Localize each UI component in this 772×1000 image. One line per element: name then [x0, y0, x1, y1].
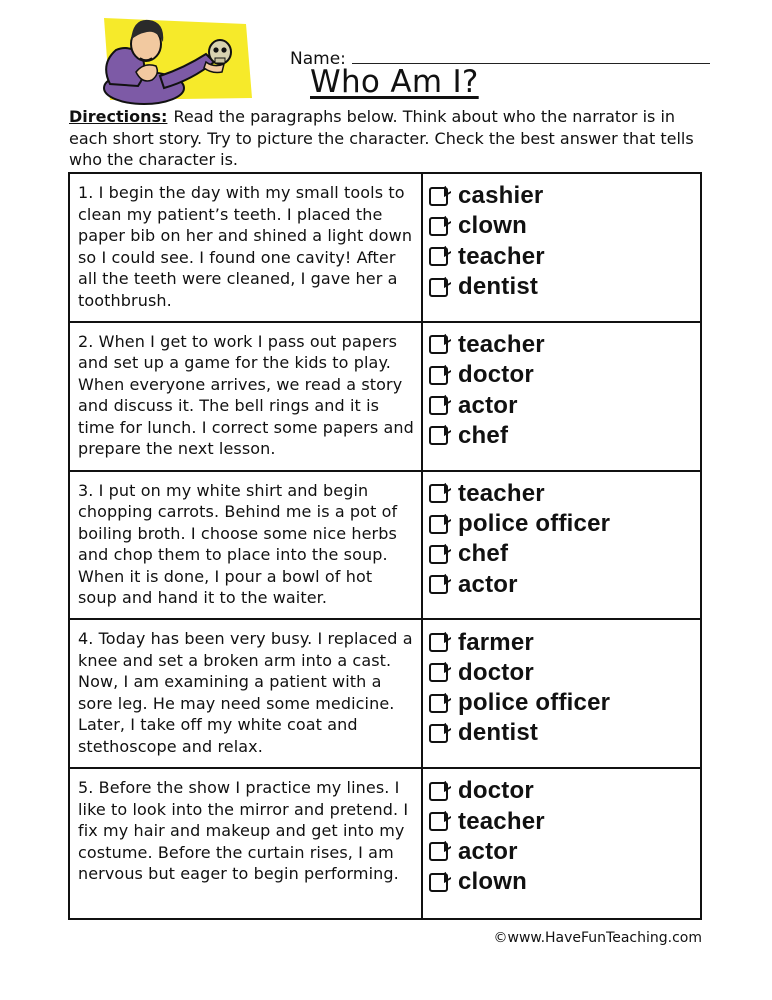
answer-option[interactable] — [429, 627, 700, 657]
directions-label: Directions: — [69, 107, 168, 126]
story-text: 3. I put on my white shirt and begin chopping carrots. Behind me is a pot of boiling broth. I choose some nice herbs and chop them to place into the soup. When it is done, I pour a bowl of hot soup and hand it to the waiter. — [70, 472, 423, 619]
checkbox-icon[interactable] — [429, 782, 448, 801]
option-label: dentist — [458, 273, 539, 301]
directions-text: Read the paragraphs below. Think about who the narrator is in each short story. Try to picture the character. Check the best answer that tells who the character is. — [69, 107, 694, 169]
checkbox-icon[interactable] — [429, 515, 448, 534]
checkbox-icon[interactable] — [429, 187, 448, 206]
checkbox-icon[interactable] — [429, 278, 448, 297]
option-label: teacher — [458, 242, 545, 270]
option-label: chef — [458, 540, 509, 568]
option-label: farmer — [458, 628, 534, 656]
answer-option[interactable] — [429, 837, 700, 867]
checkbox-icon[interactable] — [429, 812, 448, 831]
option-label: teacher — [458, 479, 545, 507]
checkbox-icon[interactable] — [429, 724, 448, 743]
answer-option[interactable] — [429, 658, 700, 688]
checkbox-icon[interactable] — [429, 335, 448, 354]
answer-option[interactable] — [429, 479, 700, 509]
option-label: clown — [458, 212, 528, 240]
option-label: cashier — [458, 182, 544, 210]
answer-choices — [423, 174, 700, 321]
option-label: actor — [458, 391, 518, 419]
name-label: Name: — [290, 49, 346, 69]
answer-option[interactable] — [429, 718, 700, 748]
checkbox-icon[interactable] — [429, 484, 448, 503]
checkbox-icon[interactable] — [429, 545, 448, 564]
checkbox-icon[interactable] — [429, 694, 448, 713]
checkbox-icon[interactable] — [429, 217, 448, 236]
answer-option[interactable] — [429, 421, 700, 451]
page-title: Who Am I? — [310, 64, 479, 100]
question-row-1 — [70, 174, 700, 323]
option-label: teacher — [458, 807, 545, 835]
answer-choices — [423, 769, 700, 918]
option-label: teacher — [458, 330, 545, 358]
answer-option[interactable] — [429, 569, 700, 599]
story-text: 2. When I get to work I pass out papers and set up a game for the kids to play. When everyone arrives, we read a story and discuss it. The bell rings and it is time for lunch. I correct some papers and prepare the next lesson. — [70, 323, 423, 470]
checkbox-icon[interactable] — [429, 396, 448, 415]
story-text: 5. Before the show I practice my lines. I like to look into the mirror and pretend. I fix my hair and makeup and get into my costume. Before the curtain rises, I am nervous but eager to begin performing. — [70, 769, 423, 918]
answer-option[interactable] — [429, 509, 700, 539]
name-blank-line[interactable] — [352, 46, 710, 64]
answer-option[interactable] — [429, 390, 700, 420]
checkbox-icon[interactable] — [429, 426, 448, 445]
checkbox-icon[interactable] — [429, 247, 448, 266]
answer-option[interactable] — [429, 272, 700, 302]
answer-option[interactable] — [429, 330, 700, 360]
checkbox-icon[interactable] — [429, 873, 448, 892]
question-table — [68, 172, 702, 920]
story-text: 4. Today has been very busy. I replaced a knee and set a broken arm into a cast. Now, I am examining a patient with a sore leg. He may need some medicine. Later, I take off my white coat and stethoscope and relax. — [70, 620, 423, 767]
answer-option[interactable] — [429, 539, 700, 569]
checkbox-icon[interactable] — [429, 366, 448, 385]
checkbox-icon[interactable] — [429, 663, 448, 682]
option-label: police officer — [458, 510, 611, 538]
actor-with-skull-illustration — [96, 14, 256, 106]
copyright-notice: ©www.HaveFunTeaching.com — [493, 930, 702, 946]
question-row-4 — [70, 620, 700, 769]
option-label: police officer — [458, 689, 611, 717]
answer-option[interactable] — [429, 806, 700, 836]
option-label: actor — [458, 570, 518, 598]
option-label: doctor — [458, 658, 534, 686]
option-label: doctor — [458, 361, 534, 389]
answer-option[interactable] — [429, 867, 700, 897]
answer-option[interactable] — [429, 181, 700, 211]
answer-choices — [423, 620, 700, 767]
answer-choices — [423, 323, 700, 470]
answer-option[interactable] — [429, 776, 700, 806]
answer-option[interactable] — [429, 242, 700, 272]
answer-option[interactable] — [429, 688, 700, 718]
checkbox-icon[interactable] — [429, 633, 448, 652]
answer-choices — [423, 472, 700, 619]
story-text: 1. I begin the day with my small tools to clean my patient’s teeth. I placed the paper bib on her and shined a light down so I could see. I found one cavity! After all the teeth were cleaned, I gave her a toothbrush. — [70, 174, 423, 321]
question-row-2 — [70, 323, 700, 472]
option-label: clown — [458, 868, 528, 896]
option-label: dentist — [458, 719, 539, 747]
checkbox-icon[interactable] — [429, 842, 448, 861]
directions — [69, 106, 709, 171]
option-label: doctor — [458, 777, 534, 805]
question-row-3 — [70, 472, 700, 621]
option-label: actor — [458, 837, 518, 865]
question-row-5 — [70, 769, 700, 918]
checkbox-icon[interactable] — [429, 575, 448, 594]
answer-option[interactable] — [429, 211, 700, 241]
answer-option[interactable] — [429, 360, 700, 390]
option-label: chef — [458, 421, 509, 449]
